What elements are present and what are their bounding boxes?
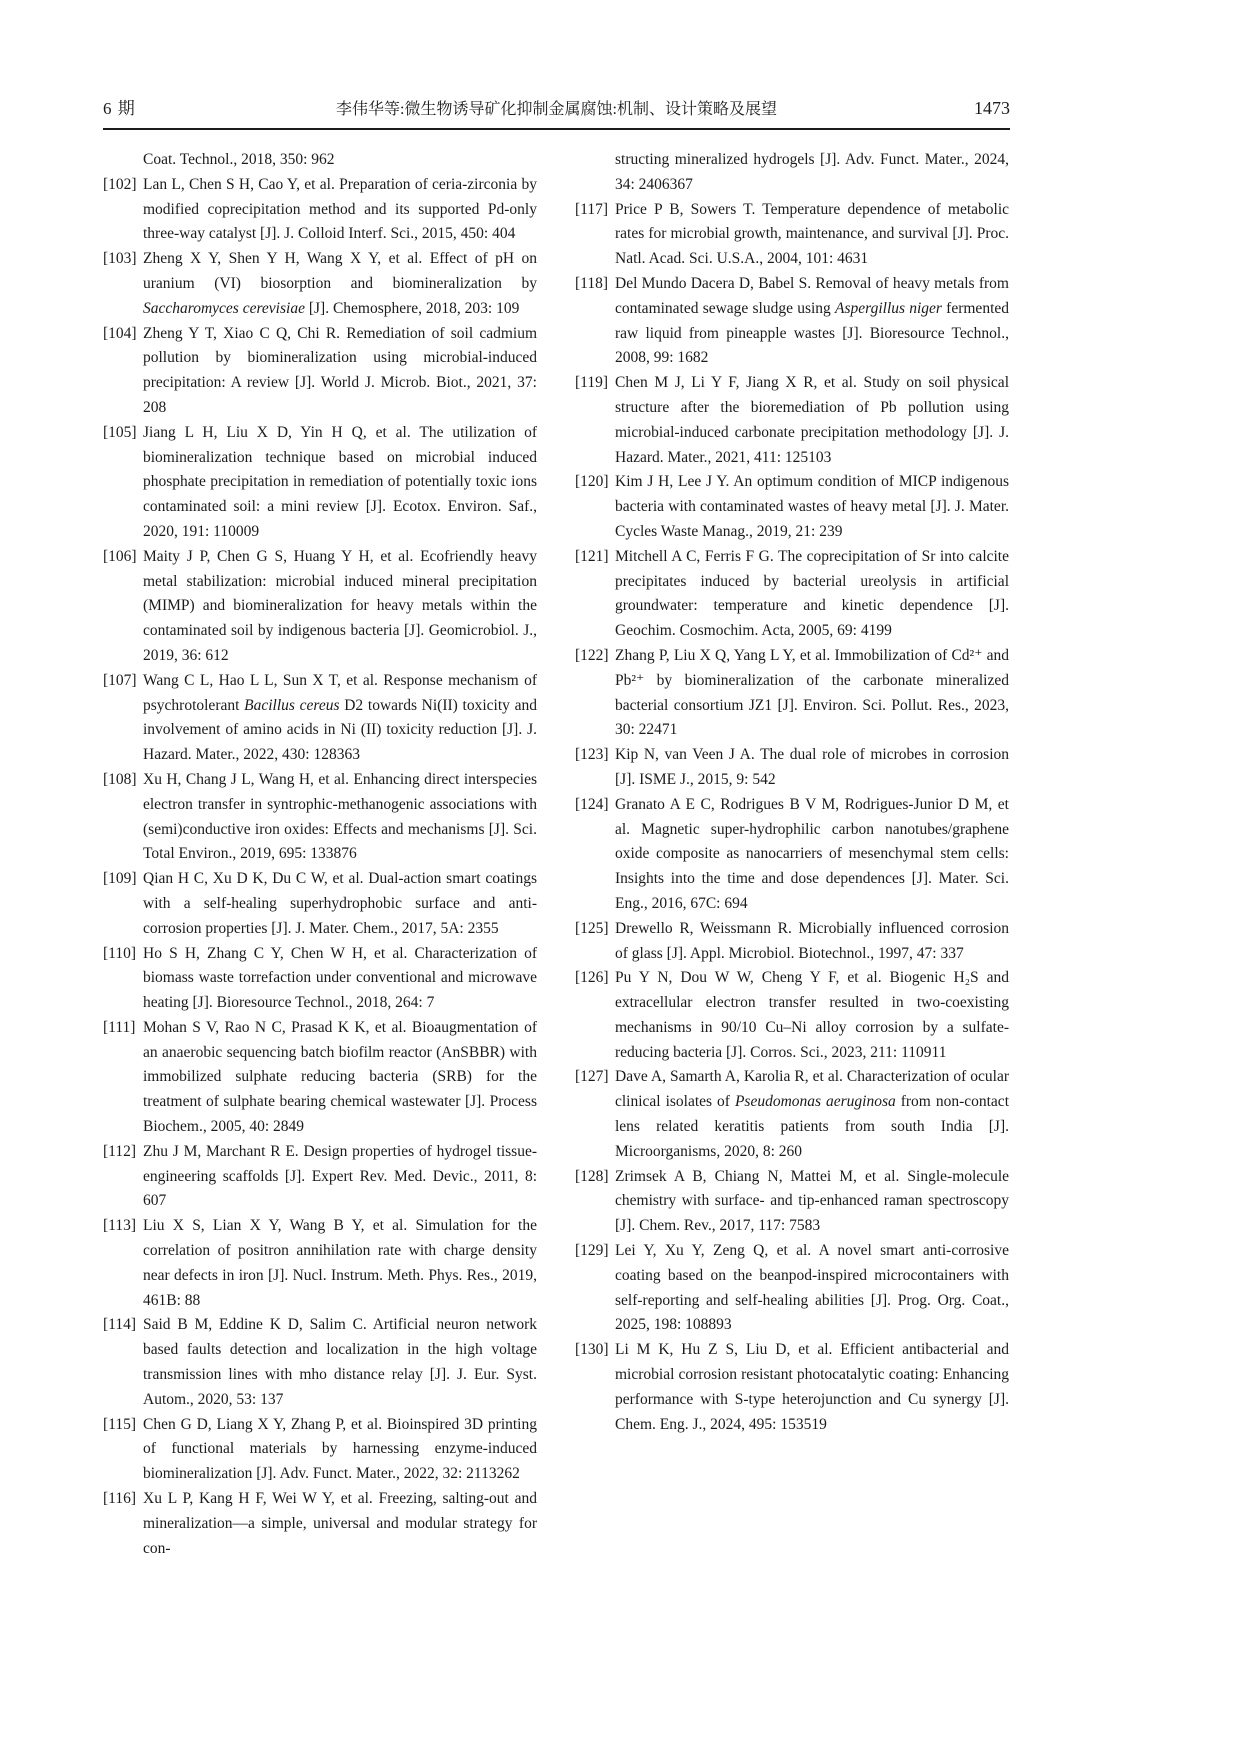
reference-text: Lan L, Chen S H, Cao Y, et al. Preparation of ceria-zirconia by modified coprecipitation method and its supported Pd-only three-way catalyst [J]. J. Colloid Interf. Sci., 2015, 450: 404 [143, 175, 537, 243]
reference-number: [104] [103, 324, 137, 342]
reference-text: structing mineralized hydrogels [J]. Adv. Funct. Mater., 2024, 34: 2406367 [615, 151, 1009, 193]
reference-item [103, 1487, 537, 1561]
reference-number: [103] [103, 250, 137, 268]
reference-number: [127] [575, 1068, 609, 1086]
reference-number: [123] [575, 746, 609, 764]
reference-item [575, 743, 1009, 793]
reference-item [103, 173, 537, 247]
reference-item [575, 272, 1009, 371]
reference-text: Chen M J, Li Y F, Jiang X R, et al. Study on soil physical structure after the bioremediation of Pb pollution using microbial-induced carbonate precipitation methodology [J]. J. Hazard. Mater., 2021, 411: 125103 [615, 374, 1009, 466]
reference-text: Kim J H, Lee J Y. An optimum condition of MICP indigenous bacteria with contaminated wastes of heavy metal [J]. J. Mater. Cycles Waste Manag., 2019, 21: 239 [615, 473, 1009, 540]
reference-text: Ho S H, Zhang C Y, Chen W H, et al. Characterization of biomass waste torrefaction under conventional and microwave heating [J]. Bioresource Technol., 2018, 264: 7 [143, 944, 537, 1012]
reference-text: Li M K, Hu Z S, Liu D, et al. Efficient antibacterial and microbial corrosion resistant photocatalytic coating: Enhancing performance with S-type heterojunction and Cu synergy [J]. Chem. Eng. J., 2024, 495: 153519 [615, 1341, 1009, 1433]
reference-text: Said B M, Eddine K D, Salim C. Artificial neuron network based faults detection and localization in the high voltage transmission lines with mho distance relay [J]. J. Eur. Syst. Autom., 2020, 53: 137 [143, 1316, 537, 1408]
reference-number: [115] [103, 1415, 136, 1433]
reference-item [103, 1413, 537, 1487]
reference-number: [114] [103, 1316, 136, 1334]
reference-text: Zrimsek A B, Chiang N, Mattei M, et al. Single-molecule chemistry with surface- and tip-enhanced raman spectroscopy [J]. Chem. Rev., 2017, 117: 7583 [615, 1167, 1009, 1235]
running-title: 李伟华等:微生物诱导矿化抑制金属腐蚀:机制、设计策略及展望 [336, 101, 777, 118]
reference-text: Lei Y, Xu Y, Zeng Q, et al. A novel smart anti-corrosive coating based on the beanpod-inspired microcontainers with self-reporting and self-healing abilities [J]. Prog. Org. Coat., 2025, 198: 108893 [615, 1242, 1009, 1334]
reference-number: [120] [575, 473, 609, 491]
reference-number: [106] [103, 547, 137, 565]
reference-number: [109] [103, 870, 137, 888]
reference-item [575, 470, 1009, 544]
reference-number: [119] [575, 374, 608, 392]
issue-label: 6 期 [103, 99, 136, 118]
reference-text: Mitchell A C, Ferris F G. The coprecipitation of Sr into calcite precipitates induced by bacterial ureolysis in artificial groundwater: temperature and kinetic dependence [J]. Geochim. Cosmochim. Acta, 2005, 69: 4199 [615, 547, 1009, 640]
reference-text: Jiang L H, Liu X D, Yin H Q, et al. The utilization of biomineralization technique based on microbial induced phosphate precipitation in remediation of potentially toxic ions contaminated soil: a mini review [J]. Ecotox. Environ. Saf., 2020, 191: 110009 [143, 423, 537, 540]
reference-item [103, 247, 537, 321]
reference-text: Maity J P, Chen G S, Huang Y H, et al. Ecofriendly heavy metal stabilization: microbial induced mineral precipitation (MIMP) and biomineralization for heavy metals within the contaminated soil by indigenous bacteria [J]. Geomicrobiol. J., 2019, 36: 612 [143, 547, 537, 664]
reference-item [575, 1239, 1009, 1338]
reference-item [575, 1065, 1009, 1164]
reference-item [103, 1016, 537, 1140]
reference-item [103, 1140, 537, 1214]
reference-item [575, 1165, 1009, 1239]
reference-item [103, 322, 537, 421]
reference-text: Kip N, van Veen J A. The dual role of microbes in corrosion [J]. ISME J., 2015, 9: 542 [615, 746, 1009, 788]
reference-number: [126] [575, 969, 609, 987]
reference-number: [108] [103, 770, 137, 788]
reference-item [575, 966, 1009, 1065]
reference-number: [118] [575, 274, 608, 292]
reference-text: Xu L P, Kang H F, Wei W Y, et al. Freezing, salting-out and mineralization—a simple, universal and modular strategy for con- [143, 1490, 537, 1557]
reference-text: Mohan S V, Rao N C, Prasad K K, et al. Bioaugmentation of an anaerobic sequencing batch biofilm reactor (AnSBBR) with immobilized sulphate reducing bacteria (SRB) for the treatment of sulphate bearing chemical wastewater [J]. Process Biochem., 2005, 40: 2849 [143, 1018, 537, 1136]
reference-text: Coat. Technol., 2018, 350: 962 [143, 151, 335, 168]
reference-item [103, 942, 537, 1016]
reference-item [103, 421, 537, 545]
reference-text: Chen G D, Liang X Y, Zhang P, et al. Bioinspired 3D printing of functional materials by harnessing enzyme-induced biomineralization [J]. Adv. Funct. Mater., 2022, 32: 2113262 [143, 1415, 537, 1483]
reference-text: Granato A E C, Rodrigues B V M, Rodrigues-Junior D M, et al. Magnetic super-hydrophilic carbon nanotubes/graphene oxide composite as nanocarriers of mesenchymal stem cells: Insights into the time and dose dependences [J]. Mater. Sci. Eng., 2016, 67C: 694 [615, 795, 1009, 912]
reference-item [575, 371, 1009, 470]
reference-item [103, 148, 537, 173]
reference-item [575, 148, 1009, 198]
reference-text: Del Mundo Dacera D, Babel S. Removal of heavy metals from contaminated sewage sludge using Aspergillus niger fermented raw liquid from pineapple wastes [J]. Bioresource Technol., 2008, 99: 1682 [615, 274, 1009, 367]
reference-text: Qian H C, Xu D K, Du C W, et al. Dual-action smart coatings with a self-healing superhydrophobic surface and anti-corrosion properties [J]. J. Mater. Chem., 2017, 5A: 2355 [143, 870, 537, 937]
reference-number: [121] [575, 547, 609, 565]
reference-text: Zheng X Y, Shen Y H, Wang X Y, et al. Effect of pH on uranium (VI) biosorption and biomineralization by Saccharomyces cerevisiae [J]. Chemosphere, 2018, 203: 109 [143, 250, 537, 317]
reference-text: Liu X S, Lian X Y, Wang B Y, et al. Simulation for the correlation of positron annihilation rate with charge density near defects in iron [J]. Nucl. Instrum. Meth. Phys. Res., 2019, 461B: 88 [143, 1217, 537, 1309]
reference-text: Drewello R, Weissmann R. Microbially influenced corrosion of glass [J]. Appl. Microbiol. Biotechnol., 1997, 47: 337 [615, 919, 1009, 962]
reference-number: [124] [575, 795, 609, 813]
reference-number: [113] [103, 1217, 136, 1235]
reference-text: Dave A, Samarth A, Karolia R, et al. Characterization of ocular clinical isolates of Pseudomonas aeruginosa from non-contact lens related keratitis patients from south India [J]. Microorganisms, 2020, 8: 260 [615, 1068, 1009, 1160]
reference-item [103, 669, 537, 768]
reference-item [575, 644, 1009, 743]
reference-text: Zhu J M, Marchant R E. Design properties of hydrogel tissue-engineering scaffolds [J]. Expert Rev. Med. Devic., 2011, 8: 607 [143, 1142, 537, 1210]
reference-text: Pu Y N, Dou W W, Cheng Y F, et al. Biogenic H₂S and extracellular electron transfer resulted in two-coexisting mechanisms in 90/10 Cu–Ni alloy corrosion by a sulfate-reducing bacteria [J]. Corros. Sci., 2023, 211: 110911 [615, 969, 1009, 1061]
reference-number: [122] [575, 646, 609, 664]
references-section [103, 148, 1010, 1561]
reference-item [103, 1214, 537, 1313]
references-right-column [575, 148, 1009, 1561]
reference-number: [125] [575, 919, 609, 937]
reference-item [103, 867, 537, 941]
header-rule [103, 128, 1010, 130]
reference-item [575, 545, 1009, 644]
reference-item [575, 917, 1009, 967]
references-left-column [103, 148, 537, 1561]
reference-text: Xu H, Chang J L, Wang H, et al. Enhancing direct interspecies electron transfer in syntrophic-methanogenic associations with (semi)conductive iron oxides: Effects and mechanisms [J]. Sci. Total Environ., 2019, 695: 133876 [143, 770, 537, 863]
reference-item [575, 1338, 1009, 1437]
reference-item [103, 545, 537, 669]
reference-item [575, 198, 1009, 272]
reference-text: Wang C L, Hao L L, Sun X T, et al. Response mechanism of psychrotolerant Bacillus cereus D2 towards Ni(II) toxicity and involvement of amino acids in Ni (II) toxicity reduction [J]. J. Hazard. Mater., 2022, 430: 128363 [143, 671, 537, 764]
reference-number: [110] [103, 944, 136, 962]
reference-number: [128] [575, 1167, 609, 1185]
page-header [103, 94, 1010, 119]
reference-number: [107] [103, 671, 137, 689]
reference-item [103, 768, 537, 867]
reference-text: Zhang P, Liu X Q, Yang L Y, et al. Immobilization of Cd²⁺ and Pb²⁺ by biomineralization of the carbonate mineralized bacterial consortium JZ1 [J]. Environ. Sci. Pollut. Res., 2023, 30: 22471 [615, 646, 1009, 739]
reference-item [575, 793, 1009, 917]
reference-number: [116] [103, 1490, 136, 1508]
reference-number: [129] [575, 1242, 609, 1260]
reference-text: Zheng Y T, Xiao C Q, Chi R. Remediation of soil cadmium pollution by biomineralization using microbial-induced precipitation: A review [J]. World J. Microb. Biot., 2021, 37: 208 [143, 324, 537, 416]
reference-number: [111] [103, 1018, 136, 1036]
reference-item [103, 1313, 537, 1412]
reference-number: [130] [575, 1341, 609, 1359]
reference-number: [105] [103, 423, 137, 441]
reference-number: [117] [575, 200, 608, 218]
reference-number: [112] [103, 1142, 136, 1160]
page-number: 1473 [974, 98, 1010, 118]
reference-text: Price P B, Sowers T. Temperature dependence of metabolic rates for microbial growth, maintenance, and survival [J]. Proc. Natl. Acad. Sci. U.S.A., 2004, 101: 4631 [615, 200, 1009, 268]
reference-number: [102] [103, 175, 137, 193]
